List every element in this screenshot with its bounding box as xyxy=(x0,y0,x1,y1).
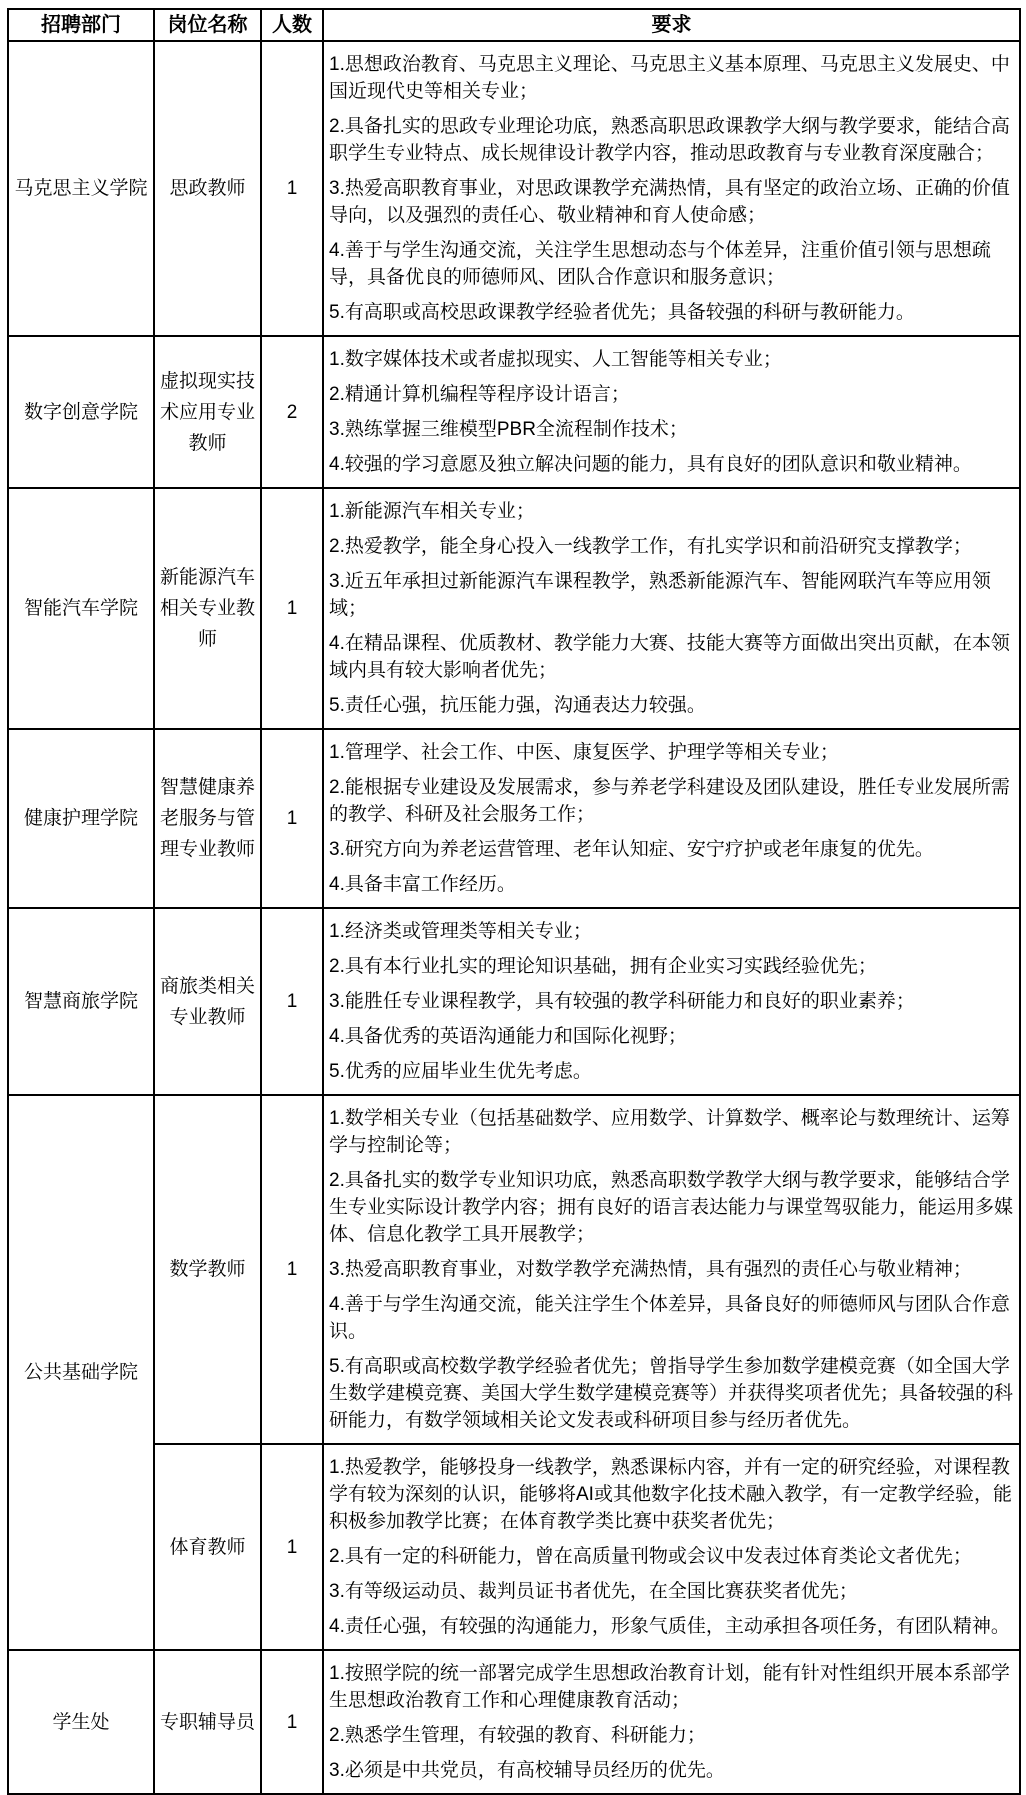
requirement-item: 4.善于与学生沟通交流，能关注学生个体差异，具备良好的师德师风与团队合作意识。 xyxy=(329,1294,1010,1342)
recruitment-table xyxy=(7,8,1021,1795)
headcount-cell: 2 xyxy=(261,336,323,488)
requirement-item: 3.能胜任专业课程教学，具有较强的教学科研能力和良好的职业素养； xyxy=(329,991,915,1012)
table-row xyxy=(8,488,1020,729)
position-cell: 虚拟现实技术应用专业教师 xyxy=(154,336,261,488)
requirement-item: 2.熟悉学生管理，有较强的教育、科研能力； xyxy=(329,1725,706,1746)
requirement-item: 3.熟练掌握三维模型PBR全流程制作技术； xyxy=(329,419,688,440)
requirement-item: 3.研究方向为养老运营管理、老年认知症、安宁疗护或老年康复的优先。 xyxy=(329,839,934,860)
requirement-item: 4.善于与学生沟通交流，关注学生思想动态与个体差异，注重价值引领与思想疏导，具备优良的师德师风、团队合作意识和服务意识； xyxy=(329,240,991,288)
requirement-item: 4.在精品课程、优质教材、教学能力大赛、技能大赛等方面做出突出页献，在本领域内具有较大影响者优先； xyxy=(329,633,1010,681)
headcount-cell: 1 xyxy=(261,1650,323,1794)
position-cell: 商旅类相关专业教师 xyxy=(154,908,261,1095)
table-row xyxy=(8,41,1020,336)
requirement-item: 5.责任心强，抗压能力强，沟通表达力较强。 xyxy=(329,695,706,716)
requirement-item: 2.精通计算机编程等程序设计语言； xyxy=(329,384,630,405)
department-cell: 健康护理学院 xyxy=(8,729,154,908)
table-row xyxy=(8,1444,1020,1650)
requirements-cell xyxy=(323,1095,1020,1444)
table-row xyxy=(8,336,1020,488)
requirement-item: 1.热爱教学，能够投身一线教学，熟悉课标内容，并有一定的研究经验，对课程教学有较为深刻的认识，能够将AI或其他数字化技术融入教学，有一定教学经验，能积极参加教学比赛；在体育教学类比赛中获奖者优先； xyxy=(329,1457,1012,1532)
requirement-item: 1.经济类或管理类等相关专业； xyxy=(329,921,592,942)
headcount-cell: 1 xyxy=(261,41,323,336)
table-row xyxy=(8,908,1020,1095)
headcount-cell: 1 xyxy=(261,1444,323,1650)
header-cell-department: 招聘部门 xyxy=(8,9,154,41)
department-cell: 智能汽车学院 xyxy=(8,488,154,729)
position-cell: 新能源汽车相关专业教师 xyxy=(154,488,261,729)
requirement-item: 4.具备优秀的英语沟通能力和国际化视野； xyxy=(329,1026,687,1047)
department-cell: 公共基础学院 xyxy=(8,1095,154,1650)
requirement-item: 1.按照学院的统一部署完成学生思想政治教育计划，能有针对性组织开展本系部学生思想政治教育工作和心理健康教育活动； xyxy=(329,1663,1010,1711)
requirement-item: 3.有等级运动员、裁判员证书者优先，在全国比赛获奖者优先； xyxy=(329,1581,858,1602)
header-cell-requirements: 要求 xyxy=(323,9,1020,41)
header-row xyxy=(8,9,1020,41)
requirement-item: 2.具备扎实的思政专业理论功底，熟悉高职思政课教学大纲与教学要求，能结合高职学生专业特点、成长规律设计教学内容，推动思政教育与专业教育深度融合； xyxy=(329,116,1010,164)
requirements-cell xyxy=(323,488,1020,729)
headcount-cell: 1 xyxy=(261,908,323,1095)
header-cell-headcount: 人数 xyxy=(261,9,323,41)
position-cell: 专职辅导员 xyxy=(154,1650,261,1794)
position-cell: 数学教师 xyxy=(154,1095,261,1444)
requirement-item: 2.具有一定的科研能力，曾在高质量刊物或会议中发表过体育类论文者优先； xyxy=(329,1546,972,1567)
requirements-cell xyxy=(323,908,1020,1095)
requirement-item: 4.具备丰富工作经历。 xyxy=(329,874,516,895)
headcount-cell: 1 xyxy=(261,729,323,908)
requirements-cell xyxy=(323,1444,1020,1650)
requirement-item: 5.优秀的应届毕业生优先考虑。 xyxy=(329,1061,592,1082)
headcount-cell: 1 xyxy=(261,1095,323,1444)
department-cell: 数字创意学院 xyxy=(8,336,154,488)
requirement-item: 5.有高职或高校数学教学经验者优先；曾指导学生参加数学建模竞赛（如全国大学生数学建模竞赛、美国大学生数学建模竞赛等）并获得奖项者优先；具备较强的科研能力，有数学领域相关论文发表或科研项目参与经历者优先。 xyxy=(329,1356,1014,1431)
requirement-item: 3.热爱高职教育事业，对数学教学充满热情，具有强烈的责任心与敬业精神； xyxy=(329,1259,972,1280)
department-cell: 智慧商旅学院 xyxy=(8,908,154,1095)
headcount-cell: 1 xyxy=(261,488,323,729)
position-cell: 思政教师 xyxy=(154,41,261,336)
table-row xyxy=(8,1650,1020,1794)
requirement-item: 3.必须是中共党员，有高校辅导员经历的优先。 xyxy=(329,1760,725,1781)
position-cell: 体育教师 xyxy=(154,1444,261,1650)
requirements-cell xyxy=(323,41,1020,336)
requirement-item: 3.热爱高职教育事业，对思政课教学充满热情，具有坚定的政治立场、正确的价值导向，以及强烈的责任心、敬业精神和育人使命感； xyxy=(329,178,1010,226)
requirement-item: 1.数学相关专业（包括基础数学、应用数学、计算数学、概率论与数理统计、运筹学与控制论等； xyxy=(329,1108,1010,1156)
position-cell: 智慧健康养老服务与管理专业教师 xyxy=(154,729,261,908)
requirement-item: 1.思想政治教育、马克思主义理论、马克思主义基本原理、马克思主义发展史、中国近现代史等相关专业； xyxy=(329,54,1010,102)
table-body xyxy=(8,41,1020,1794)
requirement-item: 2.热爱教学，能全身心投入一线教学工作，有扎实学识和前沿研究支撑教学； xyxy=(329,536,972,557)
requirement-item: 5.有高职或高校思政课教学经验者优先；具备较强的科研与教研能力。 xyxy=(329,302,915,323)
requirements-cell xyxy=(323,729,1020,908)
department-cell: 马克思主义学院 xyxy=(8,41,154,336)
requirement-item: 2.能根据专业建设及发展需求，参与养老学科建设及团队建设，胜任专业发展所需的教学、科研及社会服务工作； xyxy=(329,777,1010,825)
requirement-item: 1.数字媒体技术或者虚拟现实、人工智能等相关专业； xyxy=(329,349,782,370)
requirement-item: 2.具有本行业扎实的理论知识基础，拥有企业实习实践经验优先； xyxy=(329,956,877,977)
table-row xyxy=(8,1095,1020,1444)
requirements-cell xyxy=(323,336,1020,488)
requirements-cell xyxy=(323,1650,1020,1794)
requirement-item: 1.新能源汽车相关专业； xyxy=(329,501,535,522)
requirement-item: 1.管理学、社会工作、中医、康复医学、护理学等相关专业； xyxy=(329,742,839,763)
department-cell: 学生处 xyxy=(8,1650,154,1794)
requirement-item: 3.近五年承担过新能源汽车课程教学，熟悉新能源汽车、智能网联汽车等应用领域； xyxy=(329,571,991,619)
requirement-item: 4.责任心强，有较强的沟通能力，形象气质佳，主动承担各项任务，有团队精神。 xyxy=(329,1616,1010,1637)
header-cell-position: 岗位名称 xyxy=(154,9,261,41)
requirement-item: 4.较强的学习意愿及独立解决问题的能力，具有良好的团队意识和敬业精神。 xyxy=(329,454,972,475)
requirement-item: 2.具备扎实的数学专业知识功底，熟悉高职数学教学大纲与教学要求，能够结合学生专业实际设计教学内容；拥有良好的语言表达能力与课堂驾驭能力，能运用多媒体、信息化教学工具开展教学； xyxy=(329,1170,1014,1245)
table-row xyxy=(8,729,1020,908)
table-header xyxy=(8,9,1020,41)
